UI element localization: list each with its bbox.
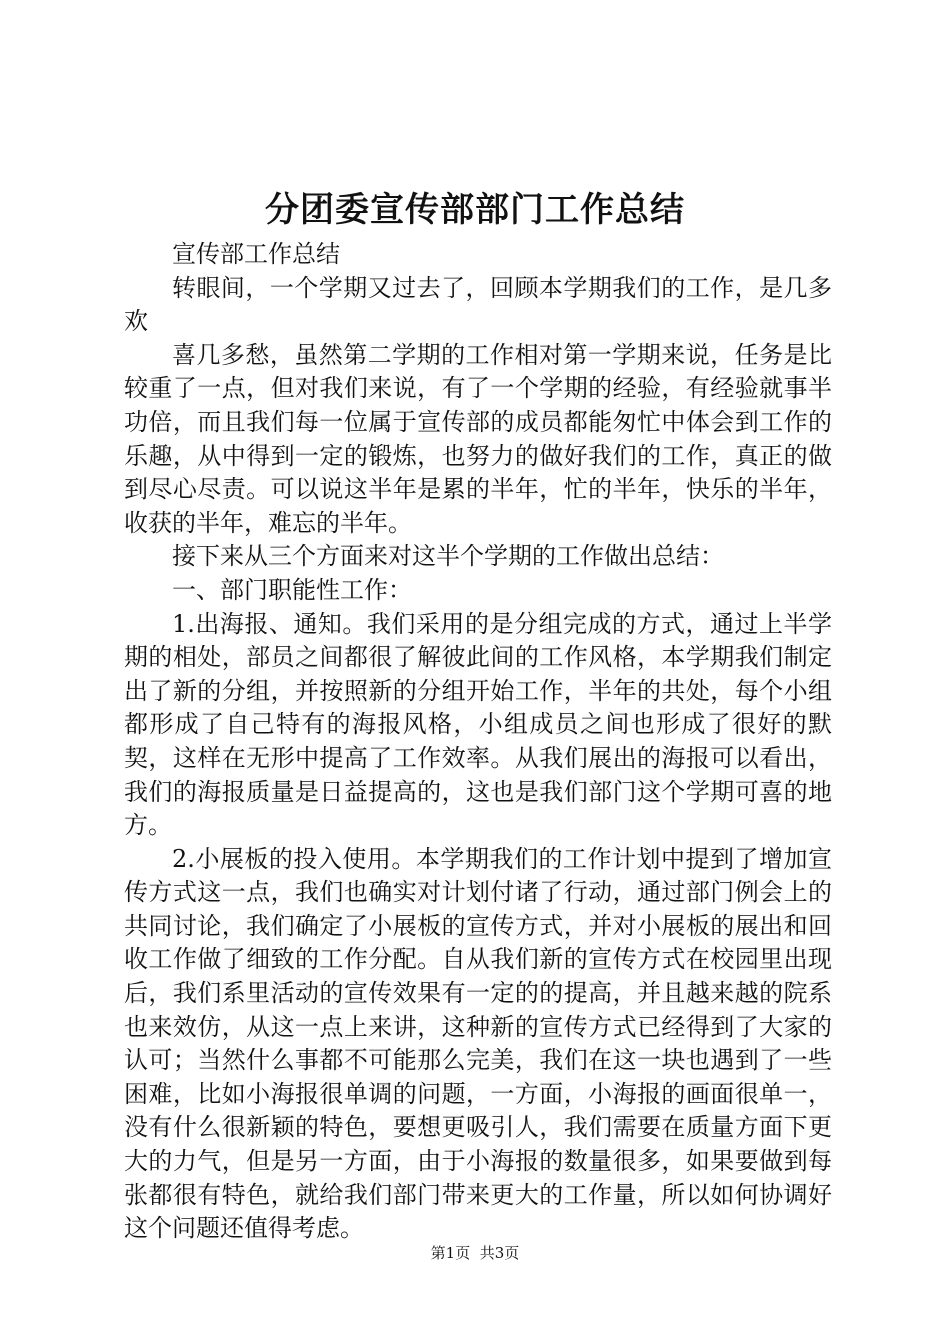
document-body xyxy=(124,238,832,1246)
paragraph-item-2: 2.小展板的投入使用。本学期我们的工作计划中提到了增加宣传方式这一点，我们也确实对计划付诸了行动，通过部门例会上的共同讨论，我们确定了小展板的宣传方式，并对小展板的展出和回收工作做了细致的工作分配。自从我们新的宣传方式在校园里出现后，我们系里活动的宣传效果有一定的的提高，并且越来越的院系也来效仿，从这一点上来讲，这种新的宣传方式已经得到了大家的认可；当然什么事都不可能那么完美，我们在这一块也遇到了一些困难，比如小海报很单调的问题，一方面，小海报的画面很单一，没有什么很新颖的特色，要想更吸引人，我们需要在质量方面下更大的力气，但是另一方面，由于小海报的数量很多，如果要做到每张都很有特色，就给我们部门带来更大的工作量，所以如何协调好这个问题还值得考虑。 xyxy=(124,844,832,1243)
page-total: 共3页 xyxy=(479,1244,520,1262)
paragraph-overview: 接下来从三个方面来对这半个学期的工作做出总结： xyxy=(172,542,724,571)
paragraph-subtitle: 宣传部工作总结 xyxy=(172,240,340,268)
document-title: 分团委宣传部部门工作总结 xyxy=(265,190,685,230)
footer-gap xyxy=(470,1244,480,1262)
paragraph-reflection: 喜几多愁，虽然第二学期的工作相对第一学期来说，任务是比较重了一点，但对我们来说，有了一个学期的经验，有经验就事半功倍，而且我们每一位属于宣传部的成员都能匆忙中体会到工作的乐趣，从中得到一定的锻炼，也努力的做好我们的工作，真正的做到尽心尽责。可以说这半年是累的半年，忙的半年，快乐的半年，收获的半年，难忘的半年。 xyxy=(124,340,832,537)
paragraph-intro: 转眼间，一个学期又过去了，回顾本学期我们的工作，是几多欢 xyxy=(124,273,832,336)
section-heading-1: 一、部门职能性工作： xyxy=(172,575,412,604)
page-number: 第1页 xyxy=(430,1244,471,1262)
page-footer xyxy=(0,1243,950,1263)
paragraph-item-1: 1.出海报、通知。我们采用的是分组完成的方式，通过上半学期的相处，部员之间都很了解彼此间的工作风格，本学期我们制定出了新的分组，并按照新的分组开始工作，半年的共处，每个小组都形成了自己特有的海报风格，小组成员之间也形成了很好的默契，这样在无形中提高了工作效率。从我们展出的海报可以看出，我们的海报质量是日益提高的，这也是我们部门这个学期可喜的地方。 xyxy=(124,609,832,840)
